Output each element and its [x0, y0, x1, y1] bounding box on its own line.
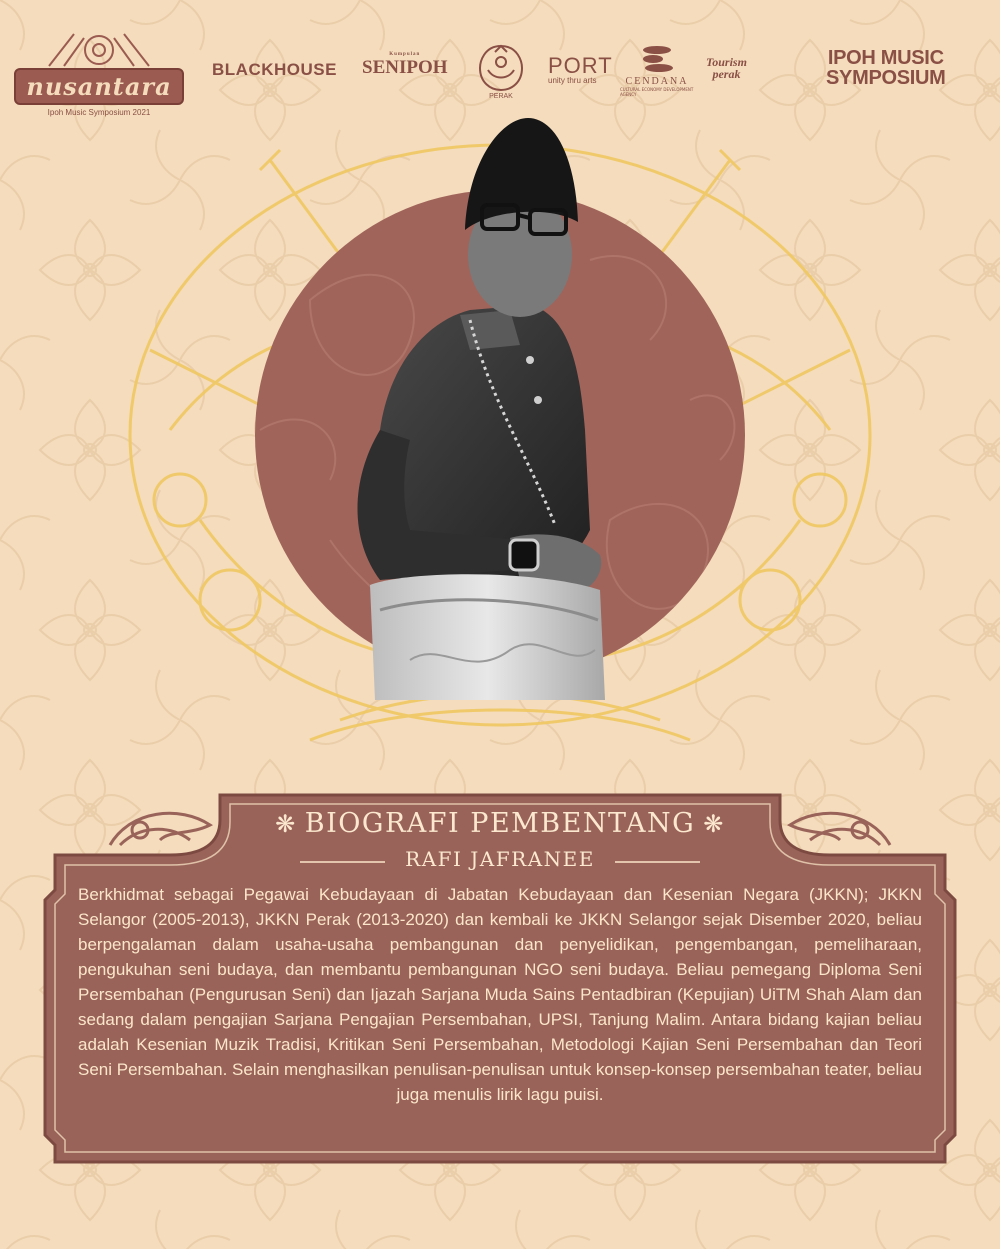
ipoh-music-symposium-logo — [826, 48, 946, 88]
perak-label: PERAK — [489, 93, 513, 100]
cendana-wordmark: CENDANA — [625, 76, 689, 87]
cendana-logo — [620, 44, 694, 97]
perak-crest-logo — [470, 38, 532, 104]
cendana-tagline: CULTURAL ECONOMY DEVELOPMENT AGENCY — [620, 87, 694, 97]
port-wordmark: PORT — [548, 53, 613, 78]
perak-script-label: perak — [712, 67, 741, 81]
flower-ornament-icon: ❋ — [275, 810, 297, 838]
speaker-name: RAFI JAFRANEE — [405, 847, 595, 871]
cendana-mark-icon — [640, 44, 674, 74]
nusantara-wordmark: nusantara — [14, 68, 183, 105]
tourism-perak-logo — [706, 56, 747, 80]
flower-ornament-icon: ❋ — [703, 810, 725, 838]
speaker-portrait-area — [110, 100, 890, 760]
port-logo — [548, 53, 613, 85]
ims-line1: IPOH MUSIC — [827, 47, 944, 69]
portrait-graphic — [110, 100, 890, 760]
ims-line2: SYMPOSIUM — [826, 67, 946, 89]
instruments-crest-icon — [29, 28, 169, 68]
tourism-label: Tourism — [706, 55, 747, 69]
biography-text: Berkhidmat sebagai Pegawai Kebudayaan di Jabatan Kebudayaan dan Kesenian Negara (JKKN); JKKN Selangor (2005-2013), JKKN Perak (2013-2020) dan kembali ke JKKN Selangor sejak Disember 2020, beliau berpengalaman dalam usaha-usaha pembangunan dan penyelidikan, pengembangan, pemeliharaan, pengukuhan seni budaya, dan membantu pembangunan NGO seni budaya. Beliau pemegang Diploma Seni Persembahan (Pengurusan Seni) dan Ijazah Sarjana Muda Sains Pentadbiran (Kepujian) UiTM Shah Alam dan sedang dalam pengajian Sarjana Pengajian Persembahan, UPSI, Tanjung Malim. Antara bidang kajian beliau adalah Kesenian Muzik Tradisi, Kritikan Seni Persembahan, Metodologi Kajian Seni Persembahan dan Teori Seni Persembahan. Selain menghasilkan penulisan-penulisan untuk konsep-konsep persembahan teater, beliau juga menulis lirik lagu puisi. — [78, 885, 922, 1104]
speaker-photo — [358, 118, 606, 700]
blackhouse-logo — [212, 60, 337, 80]
senipoh-logo — [362, 52, 448, 79]
senipoh-small-label: Kumpulan — [389, 52, 421, 57]
section-title-text: BIOGRAFI PEMBENTANG — [304, 808, 696, 839]
section-title — [0, 808, 1000, 839]
blackhouse-wordmark: BLACKHOUSE — [212, 60, 337, 79]
port-tagline: unity thru arts — [548, 76, 597, 85]
senipoh-wordmark: SENIPOH — [362, 57, 448, 78]
nusantara-subtitle: Ipoh Music Symposium 2021 — [47, 107, 151, 117]
crest-icon — [478, 42, 524, 92]
